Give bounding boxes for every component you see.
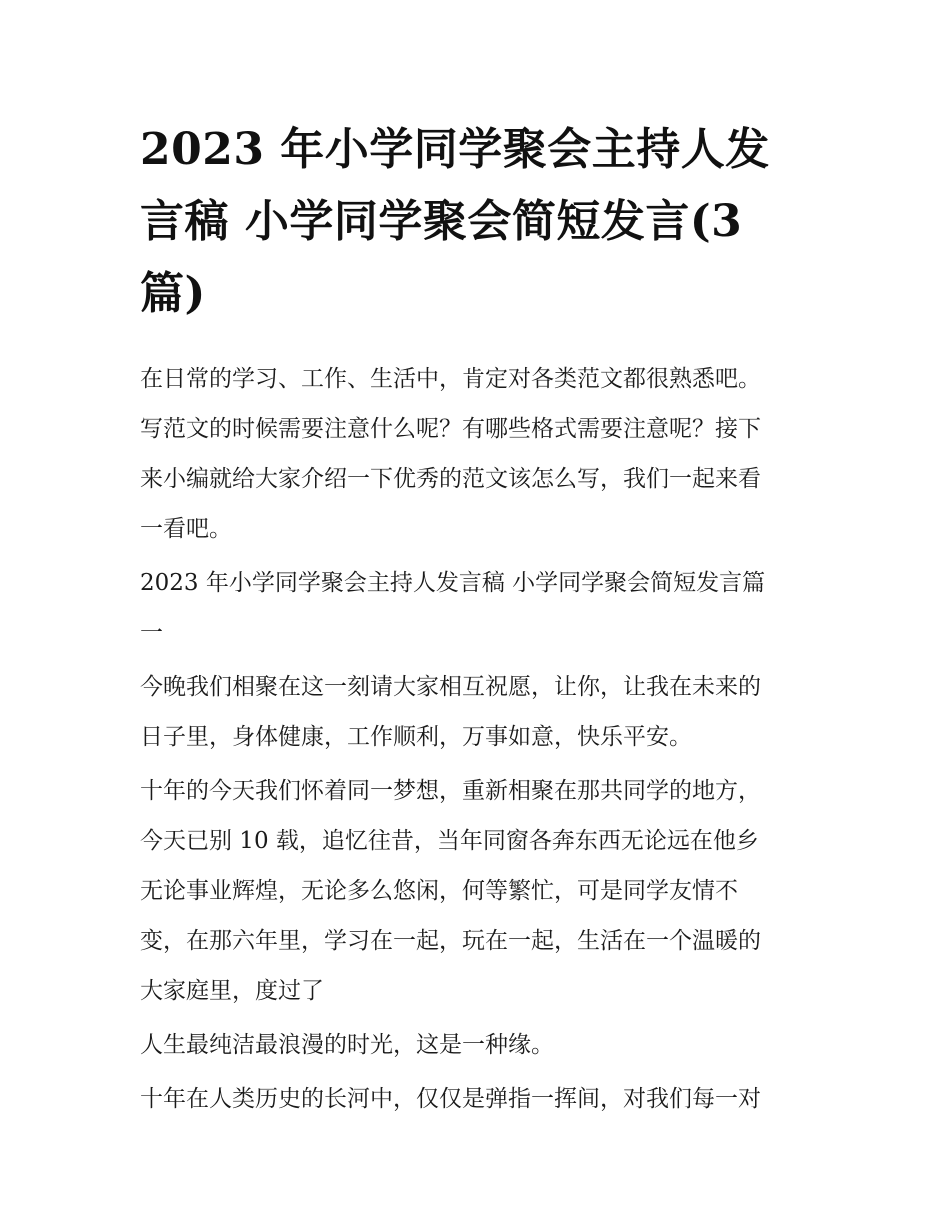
text-line: 无论事业辉煌，无论多么悠闲，何等繁忙，可是同学友情不 [140,878,738,904]
text-line: 2023 年小学同学聚会主持人发言稿 小学同学聚会简短发言篇 [140,570,766,596]
document-body [140,354,830,1128]
text-line: 变，在那六年里，学习在一起，玩在一起，生活在一个温暖的 [140,928,761,954]
text-line: 一看吧。 [140,516,232,542]
body-paragraph [140,662,830,762]
text-line: 日子里，身体健康，工作顺利，万事如意，快乐平安。 [140,724,692,750]
text-line: 大家庭里，度过了 [140,978,324,1004]
body-paragraph [140,1074,830,1124]
body-paragraph [140,766,830,1016]
document-title [140,114,820,330]
intro-paragraph [140,354,830,554]
title-line: 篇) [140,268,206,319]
text-line: 今晚我们相聚在这一刻请大家相互祝愿，让你，让我在未来的 [140,674,761,700]
text-line: 一 [140,620,163,646]
text-line: 人生最纯洁最浪漫的时光，这是一种缘。 [140,1032,554,1058]
section-heading [140,558,830,658]
title-line: 2023 年小学同学聚会主持人发 [140,124,770,175]
text-line: 来小编就给大家介绍一下优秀的范文该怎么写，我们一起来看 [140,466,761,492]
title-line: 言稿 小学同学聚会简短发言(3 [140,196,743,247]
text-line: 今天已别 10 载，追忆往昔，当年同窗各奔东西无论远在他乡 [140,828,759,854]
body-paragraph [140,1020,830,1070]
text-line: 十年在人类历史的长河中，仅仅是弹指一挥间，对我们每一对 [140,1086,761,1112]
text-line: 写范文的时候需要注意什么呢？有哪些格式需要注意呢？接下 [140,416,761,442]
text-line: 十年的今天我们怀着同一梦想，重新相聚在那共同学的地方， [140,778,761,804]
text-line: 在日常的学习、工作、生活中，肯定对各类范文都很熟悉吧。 [140,366,761,392]
